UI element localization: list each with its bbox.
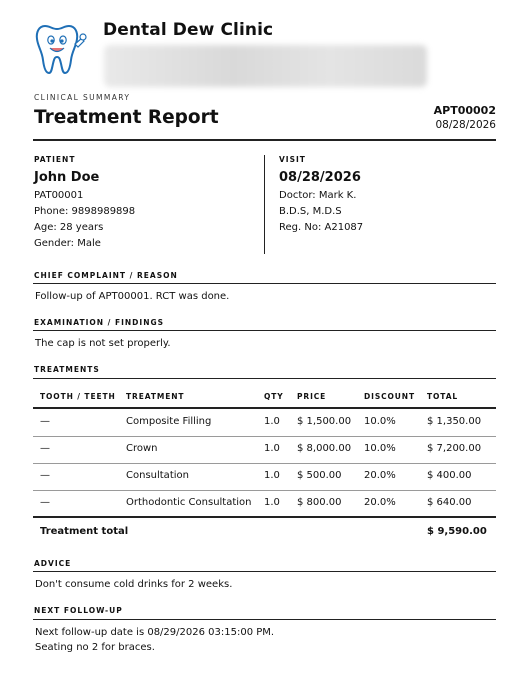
cell-treatment: Consultation [126,470,189,481]
cell-qty: 1.0 [264,443,280,454]
patient-id: PAT00001 [34,190,84,201]
advice-label: ADVICE [34,559,72,568]
report-date: 08/28/2026 [435,119,496,131]
patient-label: PATIENT [34,155,76,164]
appointment-id: APT00002 [433,104,496,117]
followup-label: NEXT FOLLOW-UP [34,606,123,615]
advice-divider [33,571,496,572]
column-header-qty: QTY [264,392,284,401]
cell-price: $ 500.00 [297,470,342,481]
clinic-name: Dental Dew Clinic [103,20,274,40]
cell-discount: 20.0% [364,470,396,481]
examination-label: EXAMINATION / FINDINGS [34,318,165,327]
cell-tooth: — [40,497,50,508]
complaint-text: Follow-up of APT00001. RCT was done. [35,291,230,302]
cell-price: $ 8,000.00 [297,443,352,454]
visit-date: 08/28/2026 [279,170,361,185]
column-header-total: TOTAL [427,392,459,401]
cell-treatment: Orthodontic Consultation [126,497,252,508]
cell-qty: 1.0 [264,470,280,481]
row-divider [33,436,496,437]
cell-treatment: Crown [126,443,158,454]
cell-qty: 1.0 [264,497,280,508]
table-total-divider [33,516,496,518]
column-header-discount: DISCOUNT [364,392,415,401]
table-header-divider [33,407,496,409]
row-divider [33,463,496,464]
cell-discount: 20.0% [364,497,396,508]
cell-price: $ 1,500.00 [297,416,352,427]
cell-discount: 10.0% [364,443,396,454]
followup-line-1: Next follow-up date is 08/29/2026 03:15:00 PM. [35,627,275,638]
visit-qualification: B.D.S, M.D.S [279,206,342,217]
patient-age: Age: 28 years [34,222,104,233]
visit-doctor: Doctor: Mark K. [279,190,357,201]
patient-gender: Gender: Male [34,238,101,249]
visit-label: VISIT [279,155,306,164]
followup-line-2: Seating no 2 for braces. [35,642,155,653]
followup-divider [33,619,496,620]
cell-treatment: Composite Filling [126,416,212,427]
report-eyebrow: CLINICAL SUMMARY [34,93,131,102]
page-title: Treatment Report [34,107,219,128]
column-header-price: PRICE [297,392,327,401]
examination-text: The cap is not set properly. [35,338,171,349]
cell-tooth: — [40,470,50,481]
treatments-label: TREATMENTS [34,365,100,374]
visit-reg-number: Reg. No: A21087 [279,222,364,233]
patient-name: John Doe [34,170,100,185]
cell-total: $ 1,350.00 [427,416,482,427]
treatment-total-label: Treatment total [40,526,129,537]
cell-total: $ 7,200.00 [427,443,482,454]
cell-tooth: — [40,443,50,454]
cell-price: $ 800.00 [297,497,342,508]
cell-total: $ 640.00 [427,497,472,508]
column-header-treatment: TREATMENT [126,392,185,401]
cell-qty: 1.0 [264,416,280,427]
cell-tooth: — [40,416,50,427]
cell-discount: 10.0% [364,416,396,427]
column-header-tooth: TOOTH / TEETH [40,392,116,401]
cell-total: $ 400.00 [427,470,472,481]
row-divider [33,490,496,491]
advice-text: Don't consume cold drinks for 2 weeks. [35,579,233,590]
complaint-label: CHIEF COMPLAINT / REASON [34,271,178,280]
patient-phone: Phone: 9898989898 [34,206,136,217]
treatment-total-value: $ 9,590.00 [427,526,487,537]
